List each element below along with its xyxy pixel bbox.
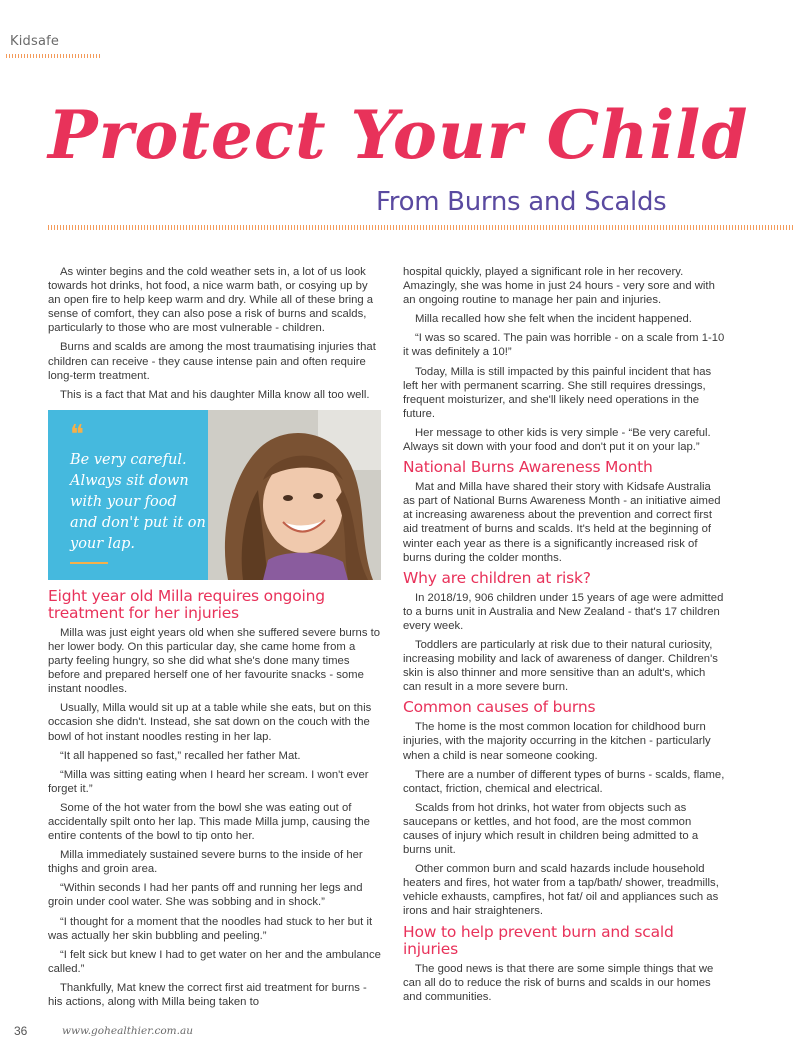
section-heading-awareness: National Burns Awareness Month bbox=[403, 458, 653, 477]
story-paragraph: “I was so scared. The pain was horrible - on a scale from 1-10 it was definitely a 10!” bbox=[403, 332, 725, 359]
pull-quote-panel bbox=[48, 410, 208, 580]
story-paragraph: Milla immediately sustained severe burns to the inside of her thighs and groin area. bbox=[48, 849, 363, 876]
section-label: Kidsafe bbox=[10, 34, 60, 49]
section-heading-milla: Eight year old Milla requires ongoing treatment for her injuries bbox=[48, 586, 325, 622]
article-title: Protect Your Child bbox=[48, 96, 749, 174]
story-paragraph: “It all happened so fast,” recalled her father Mat. bbox=[60, 749, 301, 762]
section-paragraph: Other common burn and scald hazards include household heaters and fires, hot water from a tap/bath/ shower, treadmills, vehicle exhausts, campfires, hot fat/ oil and appliances such as irons and hair straighteners. bbox=[403, 863, 719, 918]
intro-paragraph: This is a fact that Mat and his daughter Milla know all too well. bbox=[60, 388, 370, 401]
story-paragraph: Today, Milla is still impacted by this painful incident that has left her with permanent scarring. She still requires dressings, frequent moisturizer, and she'll likely need operations in the future. bbox=[403, 365, 712, 420]
pull-quote-card bbox=[48, 410, 381, 580]
story-paragraph: hospital quickly, played a significant role in her recovery. Amazingly, she was home in just 24 hours - very sore and with an ongoing routine to manage her pain and injuries. bbox=[403, 266, 715, 307]
section-heading-causes: Common causes of burns bbox=[403, 698, 596, 717]
section-paragraph: Scalds from hot drinks, hot water from objects such as saucepans or kettles, and hot food, are the most common causes of injury which result in children being admitted to a burns unit. bbox=[403, 801, 699, 857]
intro-paragraph: As winter begins and the cold weather sets in, a lot of us look towards hot drinks, hot food, a nice warm bath, or cosying up by an open fire to help keep warm and dry. While all of these bring a sense of comfort, they can also pose a risk of burns and scalds, particularly to those who are most vulnerable - children. bbox=[48, 266, 374, 335]
footer-url: www.gohealthier.com.au bbox=[62, 1025, 193, 1037]
story-paragraph: Some of the hot water from the bowl she was eating out of accidentally spilt onto her lap. This made Milla jump, causing the entire contents of the bowl to tip onto her. bbox=[48, 801, 370, 843]
column-right bbox=[403, 265, 725, 1009]
section-paragraph: The good news is that there are some simple things that we can all do to reduce the risk of burns and scalds in our homes and communities. bbox=[403, 962, 714, 1003]
girl-portrait-illustration bbox=[208, 410, 381, 580]
story-paragraph: “I thought for a moment that the noodles had stuck to her but it was actually her skin bubbling and peeling.” bbox=[48, 915, 373, 942]
milla-photo bbox=[208, 410, 381, 580]
story-paragraph: Usually, Milla would sit up at a table while she eats, but on this occasion she didn't. Instead, she sat down on the couch with the bowl of hot instant noodles resting in her lap. bbox=[48, 702, 372, 743]
pull-quote-text: Be very careful. Always sit down with your food and don't put it on your lap. bbox=[70, 451, 206, 552]
section-paragraph: The home is the most common location for childhood burn injuries, with the majority occurring in the kitchen - particularly when a child is near someone cooking. bbox=[403, 721, 711, 762]
story-paragraph: Her message to other kids is very simple - “Be very careful. Always sit down with your food and don't put it on your lap.” bbox=[403, 426, 711, 454]
story-paragraph: “Within seconds I had her pants off and running her legs and groin under cool water. She was sobbing and in shock.” bbox=[48, 882, 363, 909]
title-rule bbox=[48, 225, 793, 230]
quote-mark-icon: ❝ bbox=[70, 419, 84, 450]
article-subtitle: From Burns and Scalds bbox=[376, 187, 667, 217]
story-paragraph: Milla recalled how she felt when the incident happened. bbox=[415, 313, 692, 326]
section-heading-risk: Why are children at risk? bbox=[403, 568, 591, 587]
story-paragraph: Milla was just eight years old when she suffered severe burns to her lower body. On this particular day, she came home from a party feeling hungry, so she did what she's done many times before and prepared herself one of her favourite snacks - some instant noodles. bbox=[48, 626, 381, 696]
section-paragraph: There are a number of different types of burns - scalds, flame, contact, friction, chemical and electrical. bbox=[403, 768, 725, 795]
section-rule bbox=[6, 54, 102, 58]
intro-paragraph: Burns and scalds are among the most traumatising injuries that children can receive - they cause intense pain and often require long-term treatment. bbox=[48, 341, 376, 382]
section-heading-prevent: How to help prevent burn and scald injuries bbox=[403, 922, 674, 958]
page-number: 36 bbox=[14, 1024, 28, 1038]
quote-accent-line bbox=[70, 562, 108, 564]
section-paragraph: In 2018/19, 906 children under 15 years of age were admitted to a burns unit in Australia and New Zealand - that's 17 children every week. bbox=[403, 591, 724, 632]
section-paragraph: Mat and Milla have shared their story with Kidsafe Australia as part of National Burns Awareness Month - an initiative aimed at increasing awareness about the prevention and correct first aid treatment of burns and scalds. It's held at the beginning of winter each year as there is a significantly increased risk of burns during the colder months. bbox=[403, 481, 721, 564]
section-paragraph: Toddlers are particularly at risk due to their natural curiosity, increasing mobility and lack of awareness of danger. Children's skin is also thinner and more sensitive than an adult's, which can result in a more severe burn. bbox=[403, 638, 718, 694]
story-paragraph: “I felt sick but knew I had to get water on her and the ambulance called.” bbox=[48, 948, 381, 975]
story-paragraph: Thankfully, Mat knew the correct first aid treatment for burns - his actions, along with Milla being taken to bbox=[48, 981, 367, 1008]
story-paragraph: “Milla was sitting eating when I heard her scream. I won't ever forget it.” bbox=[48, 768, 369, 795]
column-left bbox=[48, 265, 381, 1014]
